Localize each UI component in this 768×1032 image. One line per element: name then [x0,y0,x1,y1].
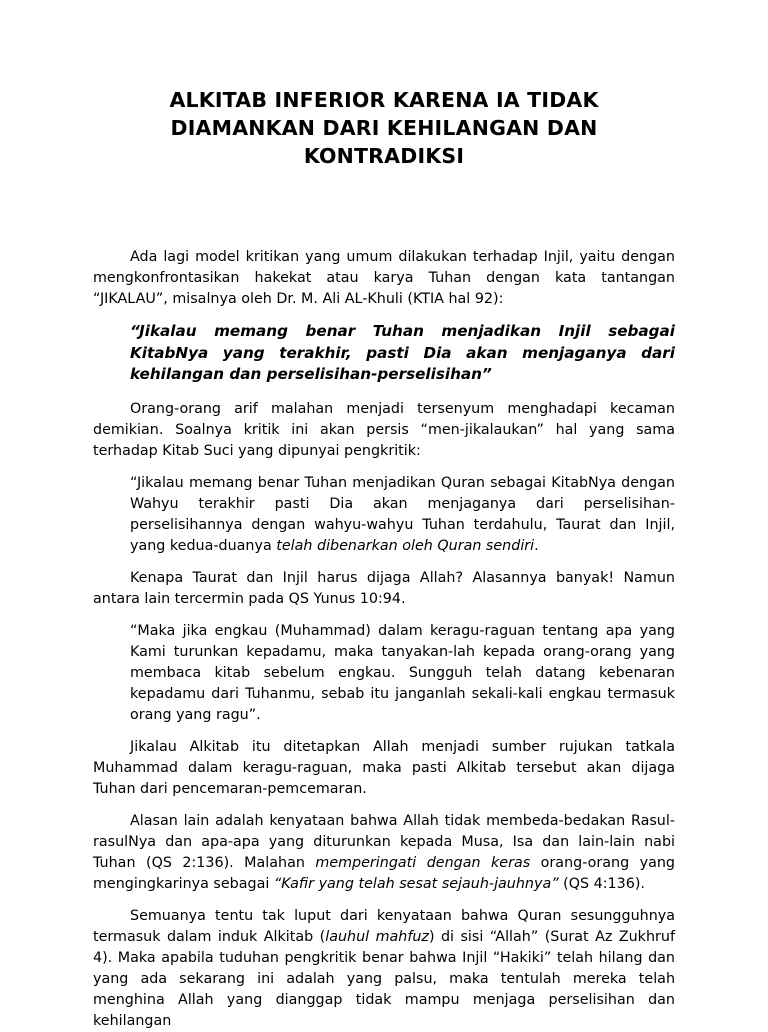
quote-2-end: . [534,537,539,554]
quote-2 [93,473,675,557]
paragraph-2: Orang-orang arif malahan menjadi tersenyum menghadapi kecaman demikian. Soalnya kritik ini akan persis “men-jikalaukan” hal yang sama terhadap Kitab Suci yang dipunyai pengkritik: [93,400,675,459]
paragraph-5-text-c: (QS 4:136). [558,875,645,892]
paragraph-6-text-b: ) di sisi “Allah” (Surat Az Zukhruf 4). Maka apabila tuduhan pengkritik benar bahwa Injil “Hakiki” telah hilang dan yang ada sekarang ini adalah yang palsu, maka tentulah mereka telah menghina Allah yang dianggap tidak mampu menjaga perselisihan dan kehilangan [93,928,675,1029]
paragraph-6 [93,906,675,1032]
paragraph-5-italic-b: “Kafir yang telah sesat sejauh-jauhnya” [273,875,559,892]
document-title [93,86,675,170]
paragraph-3: Kenapa Taurat dan Injil harus dijaga Allah? Alasannya banyak! Namun antara lain tercermin pada QS Yunus 10:94. [93,569,675,607]
paragraph-5-text-b: orang-orang yang mengingkarinya sebagai [93,854,675,892]
paragraph-6-text-a: Semuanya tentu tak luput dari kenyataan bahwa Quran sesungguhnya termasuk dalam induk Alkitab ( [93,907,675,945]
title-line-1: ALKITAB INFERIOR KARENA IA TIDAK [169,88,599,112]
paragraph-4: Jikalau Alkitab itu ditetapkan Allah menjadi sumber rujukan tatkala Muhammad dalam keragu-raguan, maka pasti Alkitab tersebut akan dijaga Tuhan dari pencemaran-pemcemaran. [93,738,675,797]
paragraph-5-italic-a: memperingati dengan keras [315,854,531,871]
paragraph-5 [93,811,675,895]
quote-1: “Jikalau memang benar Tuhan menjadikan Injil sebagai KitabNya yang terakhir, pasti Dia akan menjaganya dari kehilangan dan perselisihan-perselisihan” [130,322,675,383]
paragraph-5-text-a: Alasan lain adalah kenyataan bahwa Allah tidak membeda-bedakan Rasul-rasulNya dan apa-apa yang diturunkan kepada Musa, Isa dan lain-lain nabi Tuhan (QS 2:136). Malahan [93,812,675,871]
paragraph-1: Ada lagi model kritikan yang umum dilakukan terhadap Injil, yaitu dengan mengkonfrontasikan hakekat atau karya Tuhan dengan kata tantangan “JIKALAU”, misalnya oleh Dr. M. Ali AL-Khuli (KTIA hal 92): [93,249,675,307]
title-line-3: KONTRADIKSI [303,144,465,168]
quote-3: “Maka jika engkau (Muhammad) dalam keragu-raguan tentang apa yang Kami turunkan kepadamu, maka tanyakan-lah kepada orang-orang yang membaca kitab sebelum engkau. Sungguh telah datang kebenaran kepadamu dari Tuhanmu, sebab itu janganlah sekali-kali engkau termasuk orang yang ragu”. [130,622,675,723]
paragraph-6-italic: lauhul mahfuz [325,928,429,945]
title-line-2: DIAMANKAN DARI KEHILANGAN DAN [170,116,598,140]
quote-2-text: “Jikalau memang benar Tuhan menjadikan Quran sebagai KitabNya dengan Wahyu terakhir pasti Dia akan menjaganya dari perselisihan-perselisihannya dengan wahyu-wahyu Tuhan terdahulu, Taurat dan Injil, yang kedua-duanya [130,474,675,554]
quote-2-italic: telah dibenarkan oleh Quran sendiri [276,537,535,554]
